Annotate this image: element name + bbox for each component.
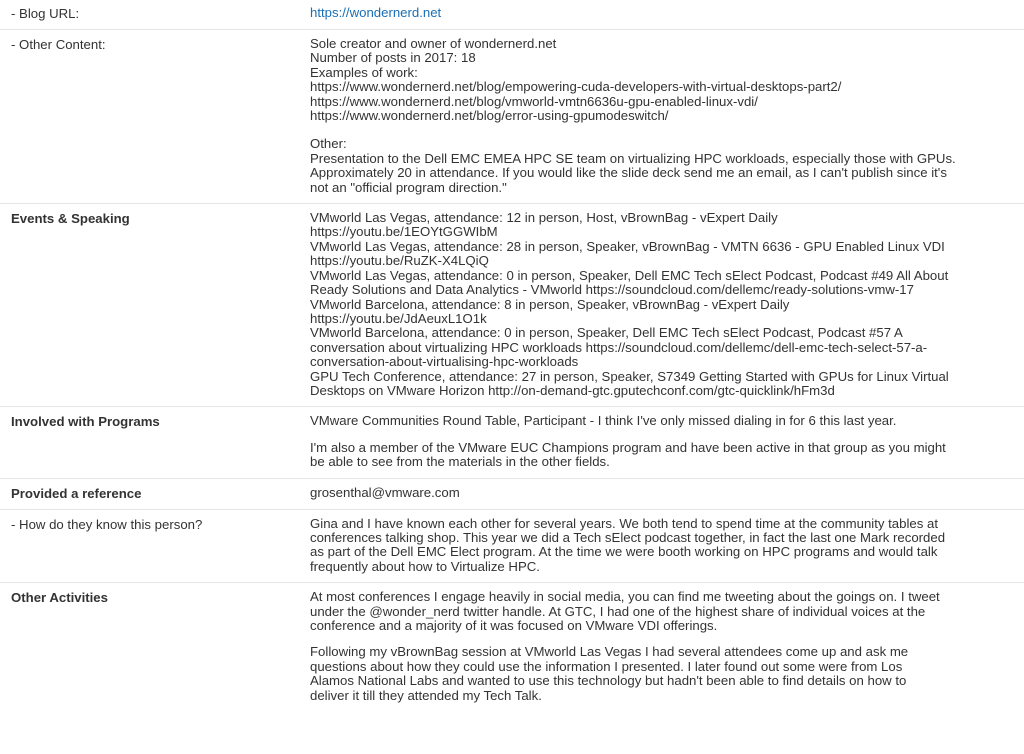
text-line: https://youtu.be/JdAeuxL1O1k <box>310 310 487 326</box>
text-line: VMworld Las Vegas, attendance: 0 in person, Speaker, Dell EMC Tech sElect Podcast, Podcast #49 All About <box>310 267 949 283</box>
text-line: https://www.wondernerd.net/blog/vmworld-vmtn6636u-gpu-enabled-linux-vdi/ <box>310 93 758 109</box>
field-value <box>310 37 1024 195</box>
text-line: GPU Tech Conference, attendance: 27 in person, Speaker, S7349 Getting Started with GPUs for Linux Virtual <box>310 368 949 384</box>
text-line: VMworld Barcelona, attendance: 8 in person, Speaker, vBrownBag - vExpert Daily <box>310 296 790 312</box>
field-label: Other Activities <box>11 590 108 606</box>
row-other-content <box>0 30 1024 204</box>
text-line: https://www.wondernerd.net/blog/empowering-cuda-developers-with-virtual-desktops-part2/ <box>310 79 842 95</box>
text-line: VMware Communities Round Table, Participant - I think I've only missed dialing in for 6 this last year. <box>310 413 897 429</box>
field-value <box>310 486 1024 501</box>
text-line: frequently about how to Virtualize HPC. <box>310 558 540 574</box>
row-provided-reference <box>0 479 1024 510</box>
text-line: not an "official program direction." <box>310 179 507 195</box>
text-line: conversation about virtualizing HPC workloads https://soundcloud.com/dellemc/dell-emc-tech-select-57-a- <box>310 339 928 355</box>
field-value <box>310 6 1024 21</box>
text-line: deliver it till they attended my Tech Talk. <box>310 687 542 703</box>
text-line: https://youtu.be/1EOYtGGWIbM <box>310 224 498 240</box>
text-line: Sole creator and owner of wondernerd.net <box>310 36 557 51</box>
field-label: - Other Content: <box>11 37 106 52</box>
reference-email: grosenthal@vmware.com <box>310 484 460 500</box>
text-line: Approximately 20 in attendance. If you would like the slide deck send me an email, as I can't publish since it's <box>310 165 947 181</box>
text-line: conference and a majority of it was focused on VMware VDI offerings. <box>310 618 718 633</box>
blank-line <box>310 123 1018 137</box>
text-line: https://www.wondernerd.net/blog/error-using-gpumodeswitch/ <box>310 108 669 124</box>
text-line: questions about how they could use the information I presented. I later found out some were from Los <box>310 658 903 674</box>
text-line: Examples of work: <box>310 64 418 80</box>
row-involved-programs <box>0 407 1024 478</box>
field-value <box>310 414 1024 469</box>
field-label: Involved with Programs <box>11 414 160 430</box>
field-label: - Blog URL: <box>11 6 80 21</box>
text-line: conversation-about-virtualising-hpc-workloads <box>310 354 579 370</box>
text-line: under the @wonder_nerd twitter handle. At GTC, I had one of the highest share of individual voices at the <box>310 603 926 619</box>
text-line: Ready Solutions and Data Analytics - VMworld https://soundcloud.com/dellemc/ready-solutions-vmw-17 <box>310 282 914 298</box>
text-line: as part of the Dell EMC Elect program. At the time we were booth working on HPC programs and would talk <box>310 544 938 560</box>
text-line: be able to see from the materials in the other fields. <box>310 454 610 470</box>
field-label: Provided a reference <box>11 485 142 501</box>
text-line: Presentation to the Dell EMC EMEA HPC SE team on virtualizing HPC workloads, especially those with GPUs. <box>310 150 956 166</box>
text-line: VMworld Las Vegas, attendance: 12 in person, Host, vBrownBag - vExpert Daily <box>310 210 778 226</box>
text-line: conferences talking shop. This year we did a Tech sElect podcast together, in fact the last one Mark recorded <box>310 529 946 545</box>
text-line: VMworld Las Vegas, attendance: 28 in person, Speaker, vBrownBag - VMTN 6636 - GPU Enabled Linux VDI <box>310 238 945 254</box>
text-line: Number of posts in 2017: 18 <box>310 50 476 66</box>
text-line: At most conferences I engage heavily in social media, you can find me tweeting about the goings on. I tweet <box>310 589 940 605</box>
text-line: VMworld Barcelona, attendance: 0 in person, Speaker, Dell EMC Tech sElect Podcast, Podcast #57 A <box>310 325 903 341</box>
field-value <box>310 211 1024 398</box>
row-events-speaking <box>0 204 1024 407</box>
text-line: Desktops on VMware Horizon http://on-demand-gtc.gputechconf.com/gtc-quicklink/hFm3d <box>310 382 835 398</box>
row-blog-url <box>0 0 1024 30</box>
field-value <box>310 590 1024 703</box>
field-label: - How do they know this person? <box>11 516 203 532</box>
blog-url-link[interactable]: https://wondernerd.net <box>310 5 442 20</box>
field-value <box>310 517 1024 575</box>
text-line: Following my vBrownBag session at VMworld Las Vegas I had several attendees come up and ask me <box>310 644 909 660</box>
text-line: Other: <box>310 136 347 152</box>
text-line: https://youtu.be/RuZK-X4LQiQ <box>310 253 489 269</box>
text-line: Alamos National Labs and wanted to use this technology but hadn't been able to find details on how to <box>310 673 907 689</box>
text-line: I'm also a member of the VMware EUC Champions program and have been active in that group as you might <box>310 439 946 455</box>
field-label: Events & Speaking <box>11 211 130 227</box>
text-line: Gina and I have known each other for several years. We both tend to spend time at the community tables at <box>310 515 938 531</box>
paragraph-gap <box>310 429 1018 441</box>
row-other-activities <box>0 583 1024 711</box>
row-how-know-person <box>0 510 1024 584</box>
